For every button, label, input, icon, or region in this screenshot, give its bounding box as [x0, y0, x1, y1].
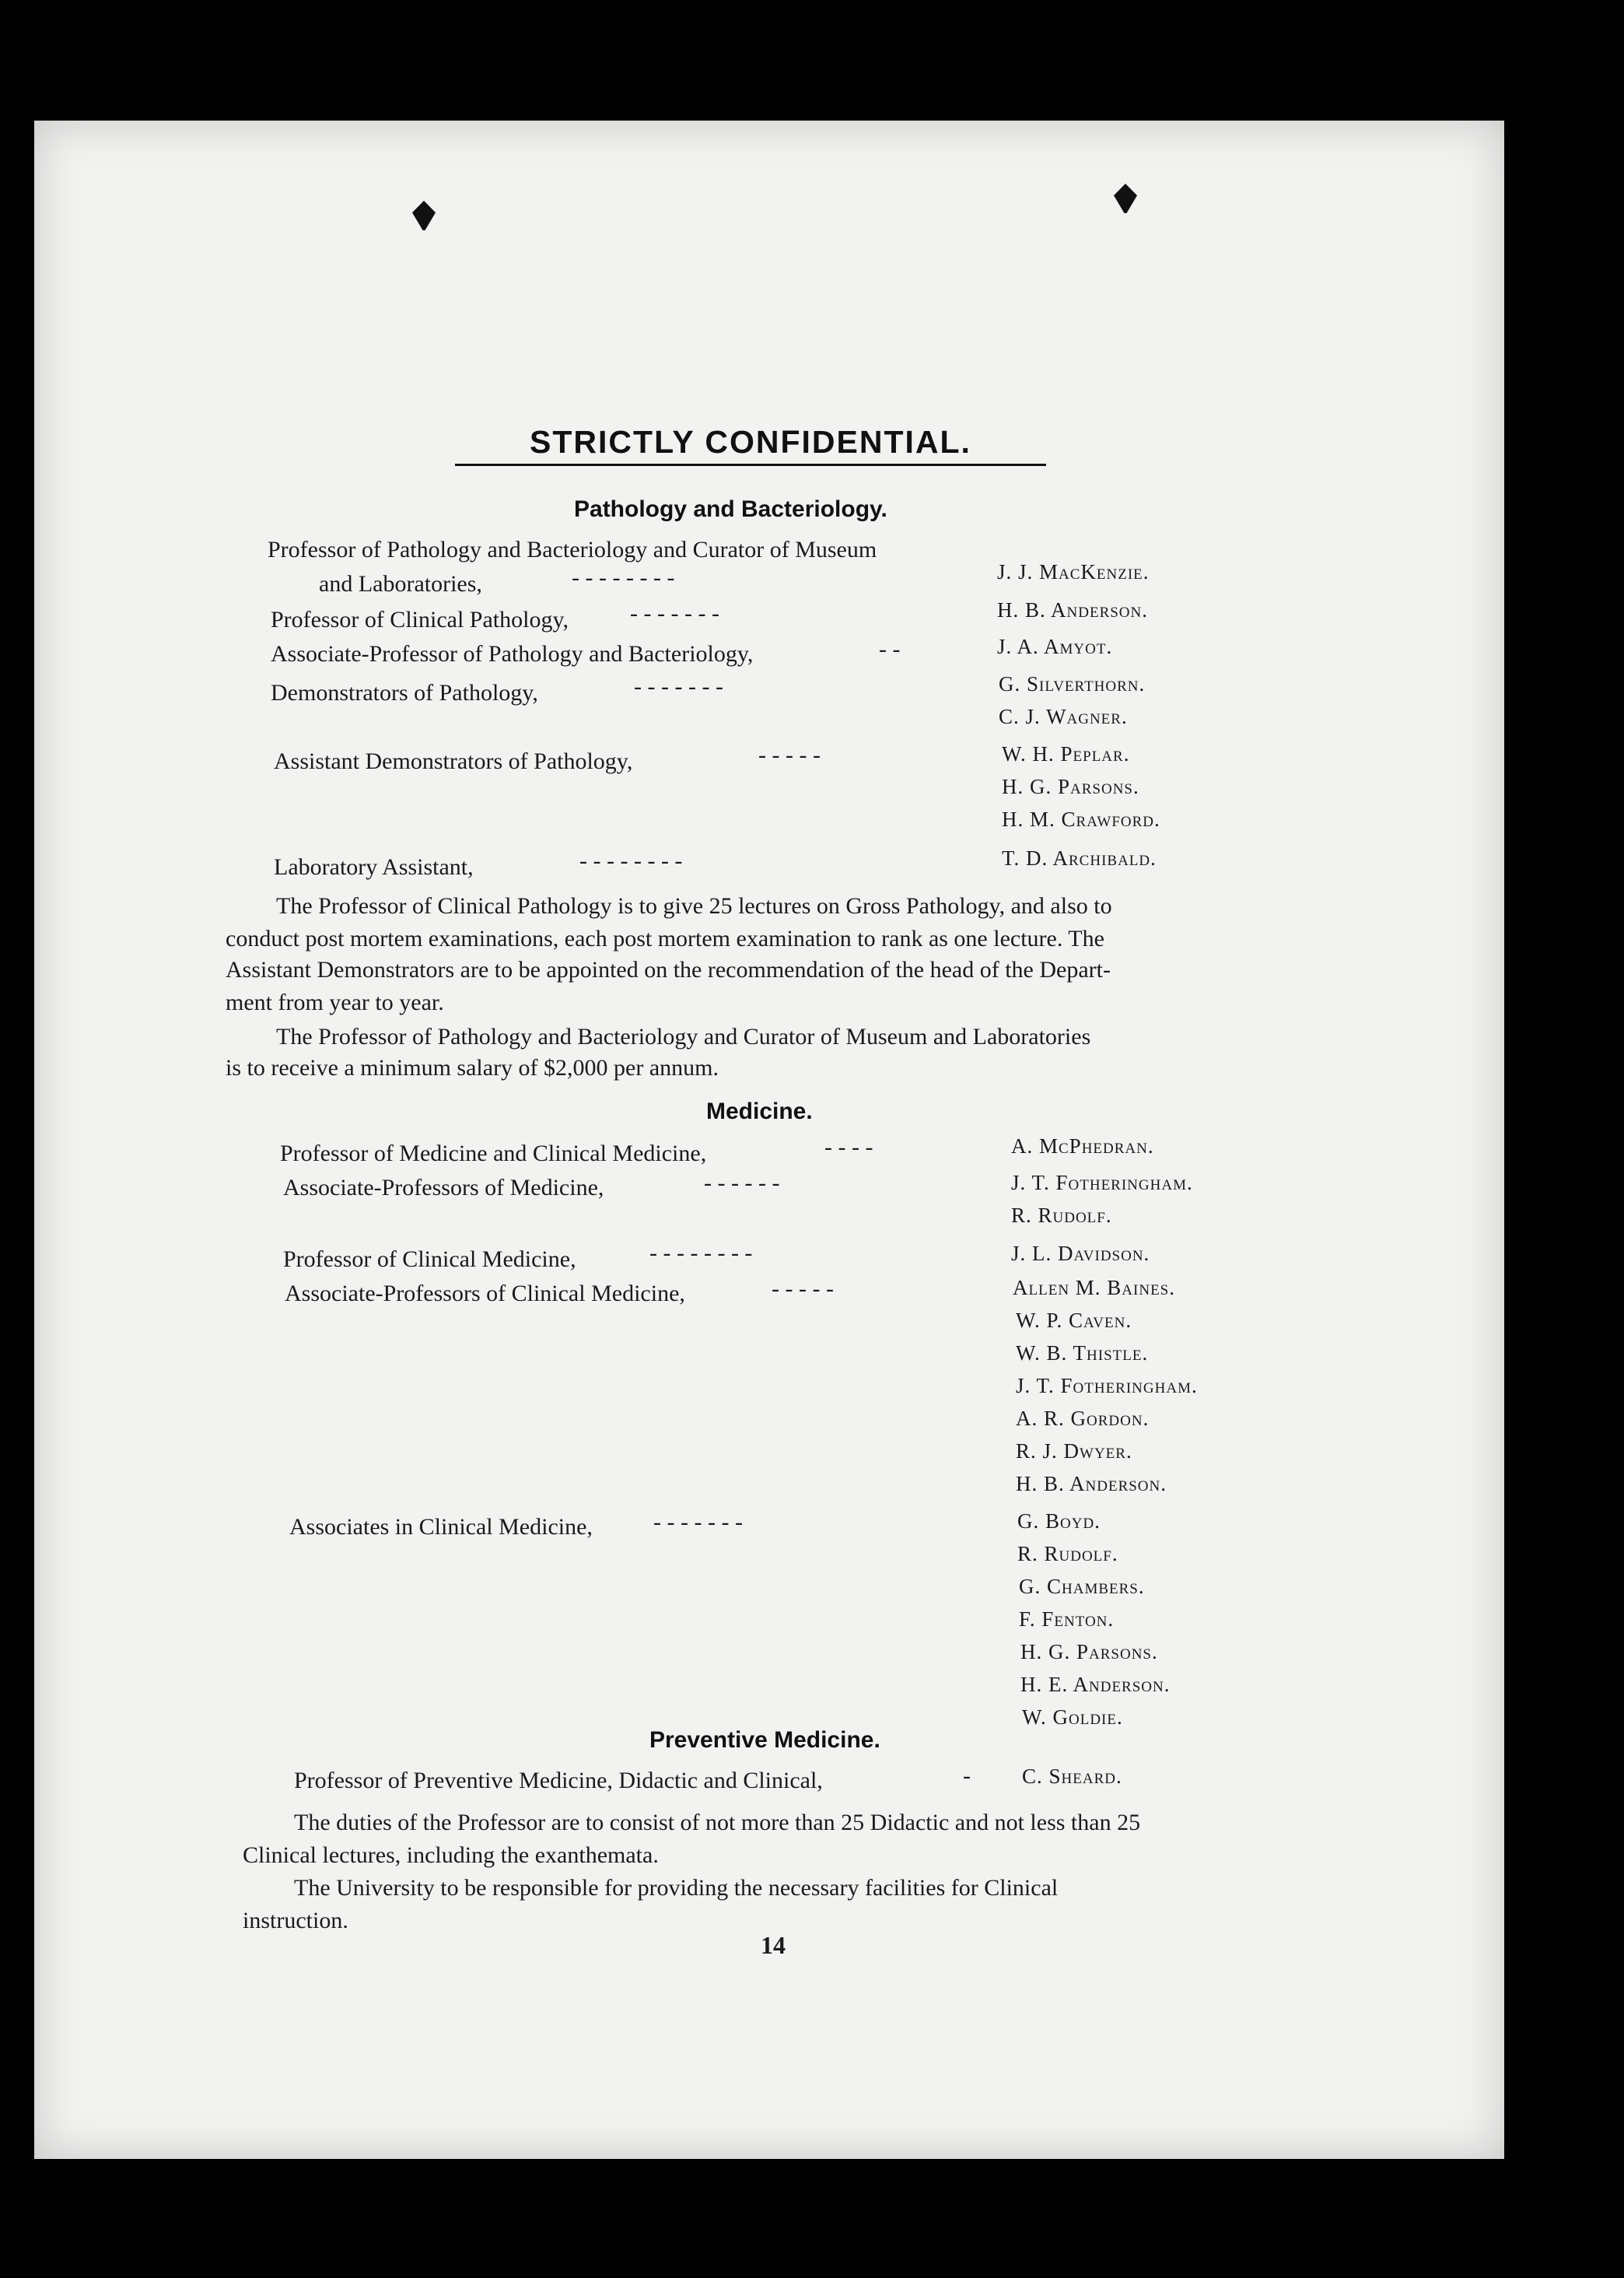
dot-leader: - - - - -	[758, 742, 821, 768]
person-name: J. A. Amyot.	[997, 635, 1113, 658]
dot-leader: -	[963, 1763, 971, 1789]
person-name: T. D. Archibald.	[1002, 846, 1157, 870]
dot-leader: - - - -	[824, 1134, 873, 1160]
person-name: H. B. Anderson.	[1016, 1472, 1167, 1495]
title-underline	[455, 464, 1046, 466]
person-name: Allen M. Baines.	[1013, 1276, 1175, 1299]
person-name: A. R. Gordon.	[1016, 1407, 1150, 1430]
role-label: Demonstrators of Pathology,	[271, 680, 538, 706]
page-title: STRICTLY CONFIDENTIAL.	[530, 424, 971, 460]
dot-leader: - -	[879, 636, 901, 662]
dot-leader: - - - - - - -	[634, 674, 723, 699]
person-name: W. P. Caven.	[1016, 1309, 1132, 1332]
role-label: Associate-Professor of Pathology and Bacteriology,	[271, 641, 754, 667]
person-name: H. B. Anderson.	[997, 598, 1148, 622]
dot-leader: - - - - - - -	[630, 601, 719, 626]
dot-leader: - - - - -	[772, 1276, 834, 1302]
role-label: Assistant Demonstrators of Pathology,	[274, 748, 633, 774]
person-name: W. Goldie.	[1022, 1705, 1123, 1729]
person-name: W. H. Peplar.	[1002, 742, 1130, 766]
dot-leader: - - - - - - - -	[572, 565, 675, 591]
person-name: J. J. MacKenzie.	[997, 560, 1150, 584]
role-label: Professor of Medicine and Clinical Medicine,	[280, 1141, 707, 1166]
role-label: and Laboratories,	[319, 571, 482, 597]
role-label: Associate-Professors of Clinical Medicine,	[285, 1281, 685, 1306]
person-name: G. Chambers.	[1019, 1575, 1145, 1598]
person-name: R. Rudolf.	[1017, 1542, 1118, 1565]
paragraph-line: conduct post mortem examinations, each post mortem examination to rank as one lecture. The	[226, 926, 1104, 952]
person-name: R. J. Dwyer.	[1016, 1439, 1132, 1463]
person-name: G. Boyd.	[1017, 1509, 1101, 1533]
person-name: C. Sheard.	[1022, 1765, 1122, 1788]
paragraph-line: is to receive a minimum salary of $2,000 per annum.	[226, 1055, 719, 1081]
dot-leader: - - - - - -	[704, 1170, 780, 1196]
person-name: A. McPhedran.	[1011, 1134, 1154, 1158]
page-number: 14	[761, 1931, 786, 1959]
role-label: Associate-Professors of Medicine,	[283, 1175, 604, 1200]
paragraph-line: ment from year to year.	[226, 990, 444, 1015]
person-name: C. J. Wagner.	[999, 705, 1128, 728]
paragraph-line: Clinical lectures, including the exanthemata.	[243, 1842, 659, 1868]
role-label: Professor of Clinical Medicine,	[283, 1246, 576, 1272]
person-name: H. E. Anderson.	[1020, 1673, 1171, 1696]
dot-leader: - - - - - - - -	[579, 848, 683, 874]
dot-leader: - - - - - - - -	[649, 1240, 753, 1266]
person-name: F. Fenton.	[1019, 1607, 1115, 1631]
person-name: J. T. Fotheringham.	[1011, 1171, 1193, 1194]
paragraph-line: The Professor of Clinical Pathology is to give 25 lectures on Gross Pathology, and also to	[276, 893, 1112, 919]
paragraph-line: instruction.	[243, 1908, 348, 1933]
dot-leader: - - - - - - -	[653, 1509, 743, 1535]
section-heading-preventive-medicine: Preventive Medicine.	[649, 1727, 880, 1753]
paragraph-line: The University to be responsible for providing the necessary facilities for Clinical	[294, 1875, 1059, 1901]
person-name: H. M. Crawford.	[1002, 808, 1160, 831]
role-label: Professor of Pathology and Bacteriology and Curator of Museum	[268, 537, 877, 562]
section-heading-medicine: Medicine.	[706, 1099, 813, 1124]
section-heading-pathology: Pathology and Bacteriology.	[574, 496, 887, 522]
person-name: J. L. Davidson.	[1011, 1242, 1150, 1265]
role-label: Professor of Clinical Pathology,	[271, 607, 569, 633]
role-label: Laboratory Assistant,	[274, 854, 474, 880]
paragraph-line: The Professor of Pathology and Bacteriology and Curator of Museum and Laboratories	[276, 1024, 1091, 1050]
role-label: Professor of Preventive Medicine, Didactic and Clinical,	[294, 1768, 823, 1793]
person-name: H. G. Parsons.	[1002, 775, 1139, 798]
paragraph-line: Assistant Demonstrators are to be appointed on the recommendation of the head of the Depart-	[226, 957, 1111, 983]
person-name: J. T. Fotheringham.	[1016, 1374, 1198, 1397]
person-name: W. B. Thistle.	[1016, 1341, 1149, 1365]
person-name: R. Rudolf.	[1011, 1204, 1112, 1227]
person-name: G. Silverthorn.	[999, 672, 1146, 696]
paragraph-line: The duties of the Professor are to consist of not more than 25 Didactic and not less than 25	[294, 1810, 1141, 1835]
person-name: H. G. Parsons.	[1020, 1640, 1158, 1663]
role-label: Associates in Clinical Medicine,	[289, 1514, 593, 1540]
